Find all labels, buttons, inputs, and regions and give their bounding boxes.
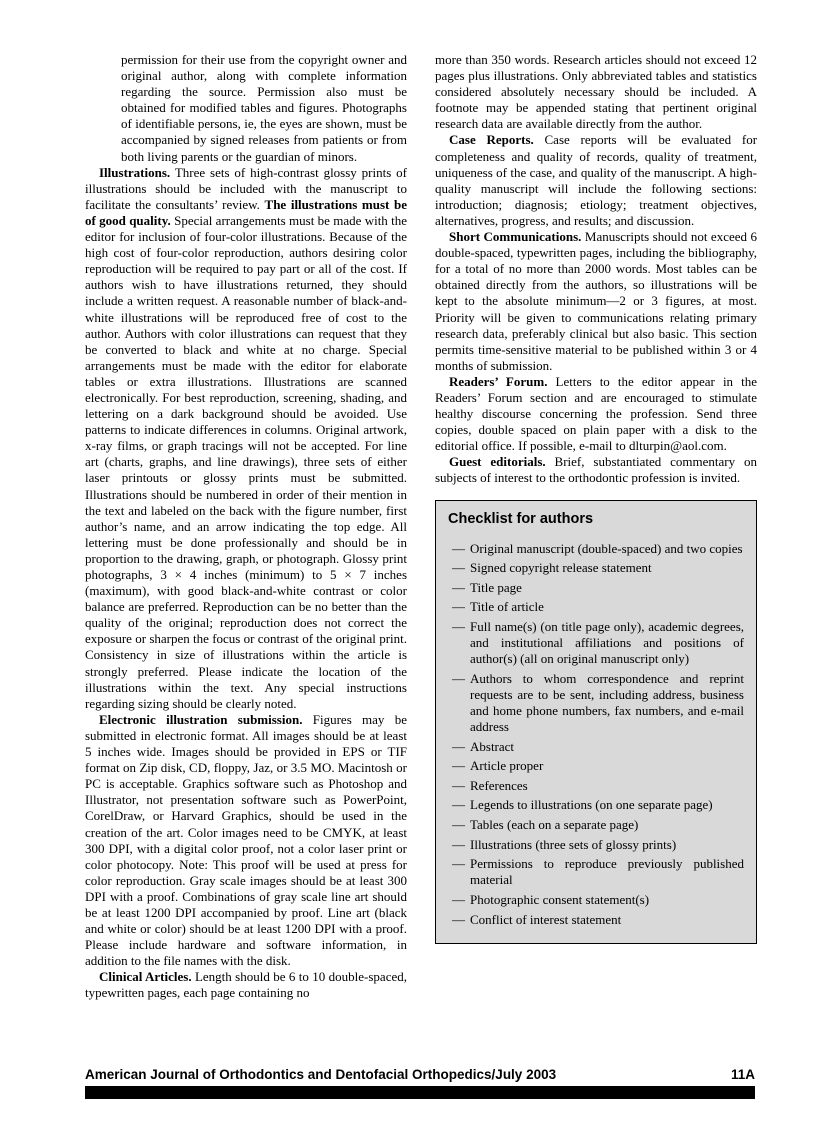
dash-marker: — [452,619,465,634]
dash-marker: — [452,817,465,833]
electronic-submission-text: Figures may be submitted in electronic format. All images should be at least 5 inches wide. Images should be provided in EPS or TIF format on Zip disk, CD, floppy, Jaz, or 3.5 MO. Macintosh or PC is acceptable. Graphics software such as Photoshop and Illustrator, not presentation software such as PowerPoint, CorelDraw, or Harvard Graphics, should be used in the creation of the art. Color images need to be CMYK, at least 300 DPI, with a digital color proof, not a color laser print or color photocopy. Note: This proof will be used at press for color reproduction. Gray scale images should be at least 300 DPI with a proof. Combinations of gray scale line art should be at least 1200 DPI accompanied by proof. Line art (black and white or color) should be at least 1200 DPI with a proof. Please include hardware and software information, in addition to the file names with the disk. [85,711,407,969]
dash-marker: — [452,758,465,774]
checklist-box [435,500,757,945]
short-communications-text: Manuscripts should not exceed 6 double-spaced, typewritten pages, including the bibliography, for a total of no more than 2000 words. Most tables can be obtained directly from the authors, so illustrations will be kept to the absolute minimum—2 or 3 figures, at most. Priority will be given to communications relating primary research data, preferably clinical but also basic. This section permits time-sensitive material to be published within 3 or 4 months of submission. [435,229,758,373]
clinical-articles-continuation: more than 350 words. Research articles should not exceed 12 pages plus illustrations. Only abbreviated tables and statistics considered absolutely necessary should be included. A footnote may be appended stating that pertinent original research data are available directly from the author. [435,52,757,132]
dash-marker: — [452,797,465,813]
illustrations-bold-inline: The illustrations must be of good quality. [85,196,408,228]
dash-marker: — [452,738,465,754]
guest-editorials-paragraph [435,454,757,486]
footer-page-number: 11A [730,1067,755,1082]
footer-rule-bar [85,1086,755,1099]
footer-journal-line: American Journal of Orthodontics and Dentofacial Orthopedics/July 2003 [85,1067,557,1082]
illustrations-lead: Illustrations. [99,164,171,180]
short-communications-lead: Short Communications. [449,229,582,245]
case-reports-paragraph [435,132,757,229]
clinical-articles-paragraph [85,969,407,1001]
page-footer [85,1067,755,1082]
right-column [435,52,757,1002]
dash-marker: — [452,599,465,615]
dash-marker: — [452,891,465,907]
checklist-item: — Authors to whom correspondence and reprint requests are to be sent, including address, business and home phone numbers, fax numbers, and e-mail address [452,670,744,735]
checklist-item: — Title page [452,579,522,595]
guest-editorials-text: Brief, substantiated commentary on subjects of interest to the orthodontic profession is invited. [435,454,758,486]
left-column [85,52,407,1002]
illustrations-paragraph [85,165,407,712]
checklist-item: — Full name(s) (on title page only), academic degrees, and institutional affiliations and positions of author(s) (all on original manuscript only) [452,619,744,667]
checklist-item: — Abstract [452,738,515,754]
checklist-item: — Title of article [452,599,544,615]
clinical-articles-text: Length should be 6 to 10 double-spaced, typewritten pages, each page containing no [85,969,407,1001]
guest-editorials-lead: Guest editorials. [449,454,546,470]
checklist-item: — Illustrations (three sets of glossy prints) [452,836,677,852]
carryover-paragraph: permission for their use from the copyright owner and original author, along with complete information regarding the source. Permission also must be obtained for modified tables and figures. Photographs of identifiable persons, ie, the eyes are shown, must be accompanied by signed releases from patients or from both living parents or the guardian of minors. [121,52,407,164]
readers-forum-text: Letters to the editor appear in the Readers’ Forum section and are encouraged to stimulate healthy discourse concerning the profession. Send three copies, double spaced on plain paper with a disk to the editorial office. If possible, e-mail to dlturpin@aol.com. [435,373,758,454]
dash-marker: — [452,777,465,793]
checklist-item: — References [452,777,528,793]
checklist-item: — Original manuscript (double-spaced) and two copies [452,540,743,556]
electronic-submission-lead: Electronic illustration submission. [99,711,303,727]
checklist-item: — Permissions to reproduce previously published material [452,856,744,888]
two-column-layout [85,52,757,1002]
readers-forum-lead: Readers’ Forum. [449,373,548,389]
dash-marker: — [452,560,465,576]
checklist-item: — Legends to illustrations (on one separate page) [452,797,713,813]
checklist-item: — Article proper [452,758,544,774]
case-reports-lead: Case Reports. [449,132,534,148]
illustrations-text-1: Three sets of high-contrast glossy prints of illustrations should be included with the manuscript to facilitate the consultants’ review. [85,164,408,212]
case-reports-text: Case reports will be evaluated for completeness and quality of records, quality of treatment, uniqueness of the case, and quality of the manuscript. A high-quality manuscript will include the following sections: introduction; diagnosis; etiology; treatment objectives, alternatives, progress, and results; and discussion. [435,132,758,228]
dash-marker: — [452,670,465,686]
readers-forum-paragraph [435,374,757,454]
checklist-item: — Photographic consent statement(s) [452,891,650,907]
dash-marker: — [452,856,465,872]
dash-marker: — [452,540,465,556]
dash-marker: — [452,911,465,927]
checklist-items [448,541,744,928]
short-communications-paragraph [435,229,757,374]
checklist-title: Checklist for authors [448,510,594,527]
clinical-articles-lead: Clinical Articles. [99,969,192,985]
checklist-item: — Signed copyright release statement [452,560,652,576]
checklist-item: — Tables (each on a separate page) [452,817,639,833]
checklist-item: — Conflict of interest statement [452,911,622,927]
dash-marker: — [452,836,465,852]
dash-marker: — [452,579,465,595]
illustrations-text-2: Special arrangements must be made with the editor for inclusion of four-color illustrations. Because of the high cost of four-color reproduction, authors desiring color reproduction will be required to pay part or all of the cost. If authors wish to have illustrations returned, they should include a written request. A reasonable number of black-and-white illustrations will be reproduced free of cost to the author. Authors with color illustrations can request that they be converted to black and white at no charge. Special arrangements must be made with the editor for elaborate tables or extra illustrations. Illustrations are scanned electronically. For best reproduction, screening, shading, and lettering on a dark background should be avoided. Use patterns to indicate differences in columns. Original artwork, x-ray films, or graph tracings will not be accepted. For line art (charts, graphs, and line drawings), three sets of either laser printouts or glossy prints must be submitted. Illustrations should be numbered in order of their mention in the text and labeled on the back with the figure number, first author’s name, and an arrow indicating the top edge. All lettering must be done professionally and should be in proportion to the drawing, graph, or photograph. Glossy print photographs, 3 × 4 inches (minimum) to 5 × 7 inches (maximum), with good black-and-white contrast or color balance are preferred. Reproduction can be no better than the quality of the original; reproduction does not correct the exposure or sharpen the focus or contrast of the original print. Consistency in size of illustrations within the article is strongly preferred. Please indicate the location of the illustrations within the text. Any special instructions regarding sizing should be clearly noted. [85,212,408,711]
electronic-submission-paragraph [85,712,407,970]
